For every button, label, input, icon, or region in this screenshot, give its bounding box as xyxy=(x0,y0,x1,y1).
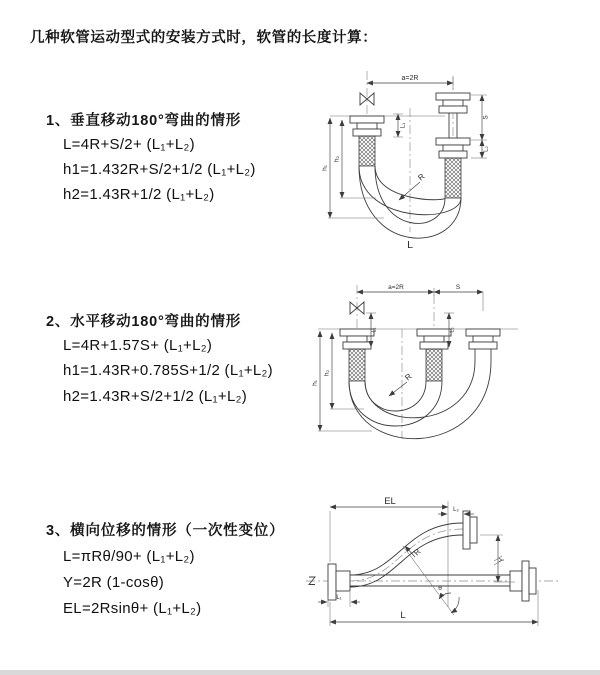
dim-label-a2r: a=2R xyxy=(401,75,419,82)
diagram-vertical-180-bend xyxy=(312,66,597,266)
dim-label-radius: R xyxy=(403,371,414,383)
width-dimension xyxy=(357,284,483,311)
dim-label-y: Y xyxy=(499,557,506,563)
section-3-formula-Y: Y=2R (1-cosθ) xyxy=(63,574,165,591)
displaced-pipe xyxy=(475,349,491,361)
page-title: 几种软管运动型式的安装方式时，软管的长度计算： xyxy=(30,30,378,46)
diagram-horizontal-180-bend xyxy=(308,281,600,451)
section-1-formula-h1: h1=1.432R+S/2+1/2 (L₁+L₂) xyxy=(63,161,256,178)
dim-label-h2: h₂ xyxy=(333,155,341,163)
middle-flange xyxy=(417,329,451,349)
length-dimension xyxy=(330,590,538,626)
section-2-formula-h1: h1=1.43R+0.785S+1/2 (L₁+L₂) xyxy=(63,362,273,379)
dim-label-s: S xyxy=(482,115,490,120)
dim-label-length: L xyxy=(400,610,406,621)
left-flange xyxy=(340,329,374,349)
displaced-flange xyxy=(463,511,477,549)
dim-label-a2r: a=2R xyxy=(388,284,404,291)
l2-dimension xyxy=(471,140,490,158)
radius-callout xyxy=(389,372,414,396)
dim-label-s: S xyxy=(455,284,461,291)
dim-label-h1: h₁ xyxy=(311,380,319,386)
hose-u-bends xyxy=(349,361,491,439)
dim-label-radius: R xyxy=(416,171,427,183)
left-flange xyxy=(350,116,384,136)
displaced-hose xyxy=(350,523,463,587)
right-lower-flange xyxy=(436,138,470,158)
dim-label-l2: L₂ xyxy=(483,146,490,152)
section-1-formula-L: L=4R+S/2+ (L₁+L₂) xyxy=(63,136,195,153)
section-1-formula-h2: h2=1.43R+1/2 (L₁+L₂) xyxy=(63,186,215,203)
section-2-heading: 2、水平移动180°弯曲的情形 xyxy=(46,314,242,330)
dim-label-h2: h₂ xyxy=(323,369,331,377)
section-2-formula-L: L=4R+1.57S+ (L₁+L₂) xyxy=(63,337,213,354)
theta-angle xyxy=(438,585,459,613)
braided-hose-section-left xyxy=(359,136,375,166)
original-position-pipe xyxy=(350,575,510,586)
s-dimension xyxy=(471,95,490,140)
dim-label-l1: L₁ xyxy=(336,595,342,601)
right-upper-flange xyxy=(436,93,470,113)
el-dimension xyxy=(330,496,448,562)
braided-hose-section-left xyxy=(349,349,365,381)
braided-hose-section-right xyxy=(445,158,461,198)
section-2-formula-h2: h2=1.43R+S/2+1/2 (L₁+L₂) xyxy=(63,388,248,405)
dim-label-length: L xyxy=(407,239,413,251)
displaced-flange xyxy=(466,329,500,349)
page-bottom-edge xyxy=(0,670,600,675)
right-flange xyxy=(510,561,536,601)
diagram-lateral-displacement xyxy=(298,489,600,644)
dim-label-el: EL xyxy=(384,496,396,507)
radius-line xyxy=(403,546,454,615)
dim-label-h1: h₁ xyxy=(321,165,329,171)
section-1-heading: 1、垂直移动180°弯曲的情形 xyxy=(46,113,242,129)
section-3-formula-EL: EL=2Rsinθ+ (L₁+L₂) xyxy=(63,600,202,617)
dim-label-l2: L₂ xyxy=(449,327,456,333)
l1-dimension xyxy=(318,592,360,607)
dim-label-radius: R xyxy=(412,547,423,558)
section-3-heading: 3、横向位移的情形（一次性变位） xyxy=(46,523,285,539)
dim-label-l1: L₁ xyxy=(371,327,378,333)
l1-dimension xyxy=(393,114,407,137)
dim-label-l2: L₂ xyxy=(453,507,459,513)
dim-label-theta: θ xyxy=(438,585,442,592)
dim-label-l1: L₁ xyxy=(400,122,407,129)
section-3-formula-L: L=πRθ/90+ (L₁+L₂) xyxy=(63,548,195,565)
radius-callout xyxy=(399,172,427,200)
braided-hose-section-middle xyxy=(426,349,442,381)
width-dimension xyxy=(367,75,453,90)
